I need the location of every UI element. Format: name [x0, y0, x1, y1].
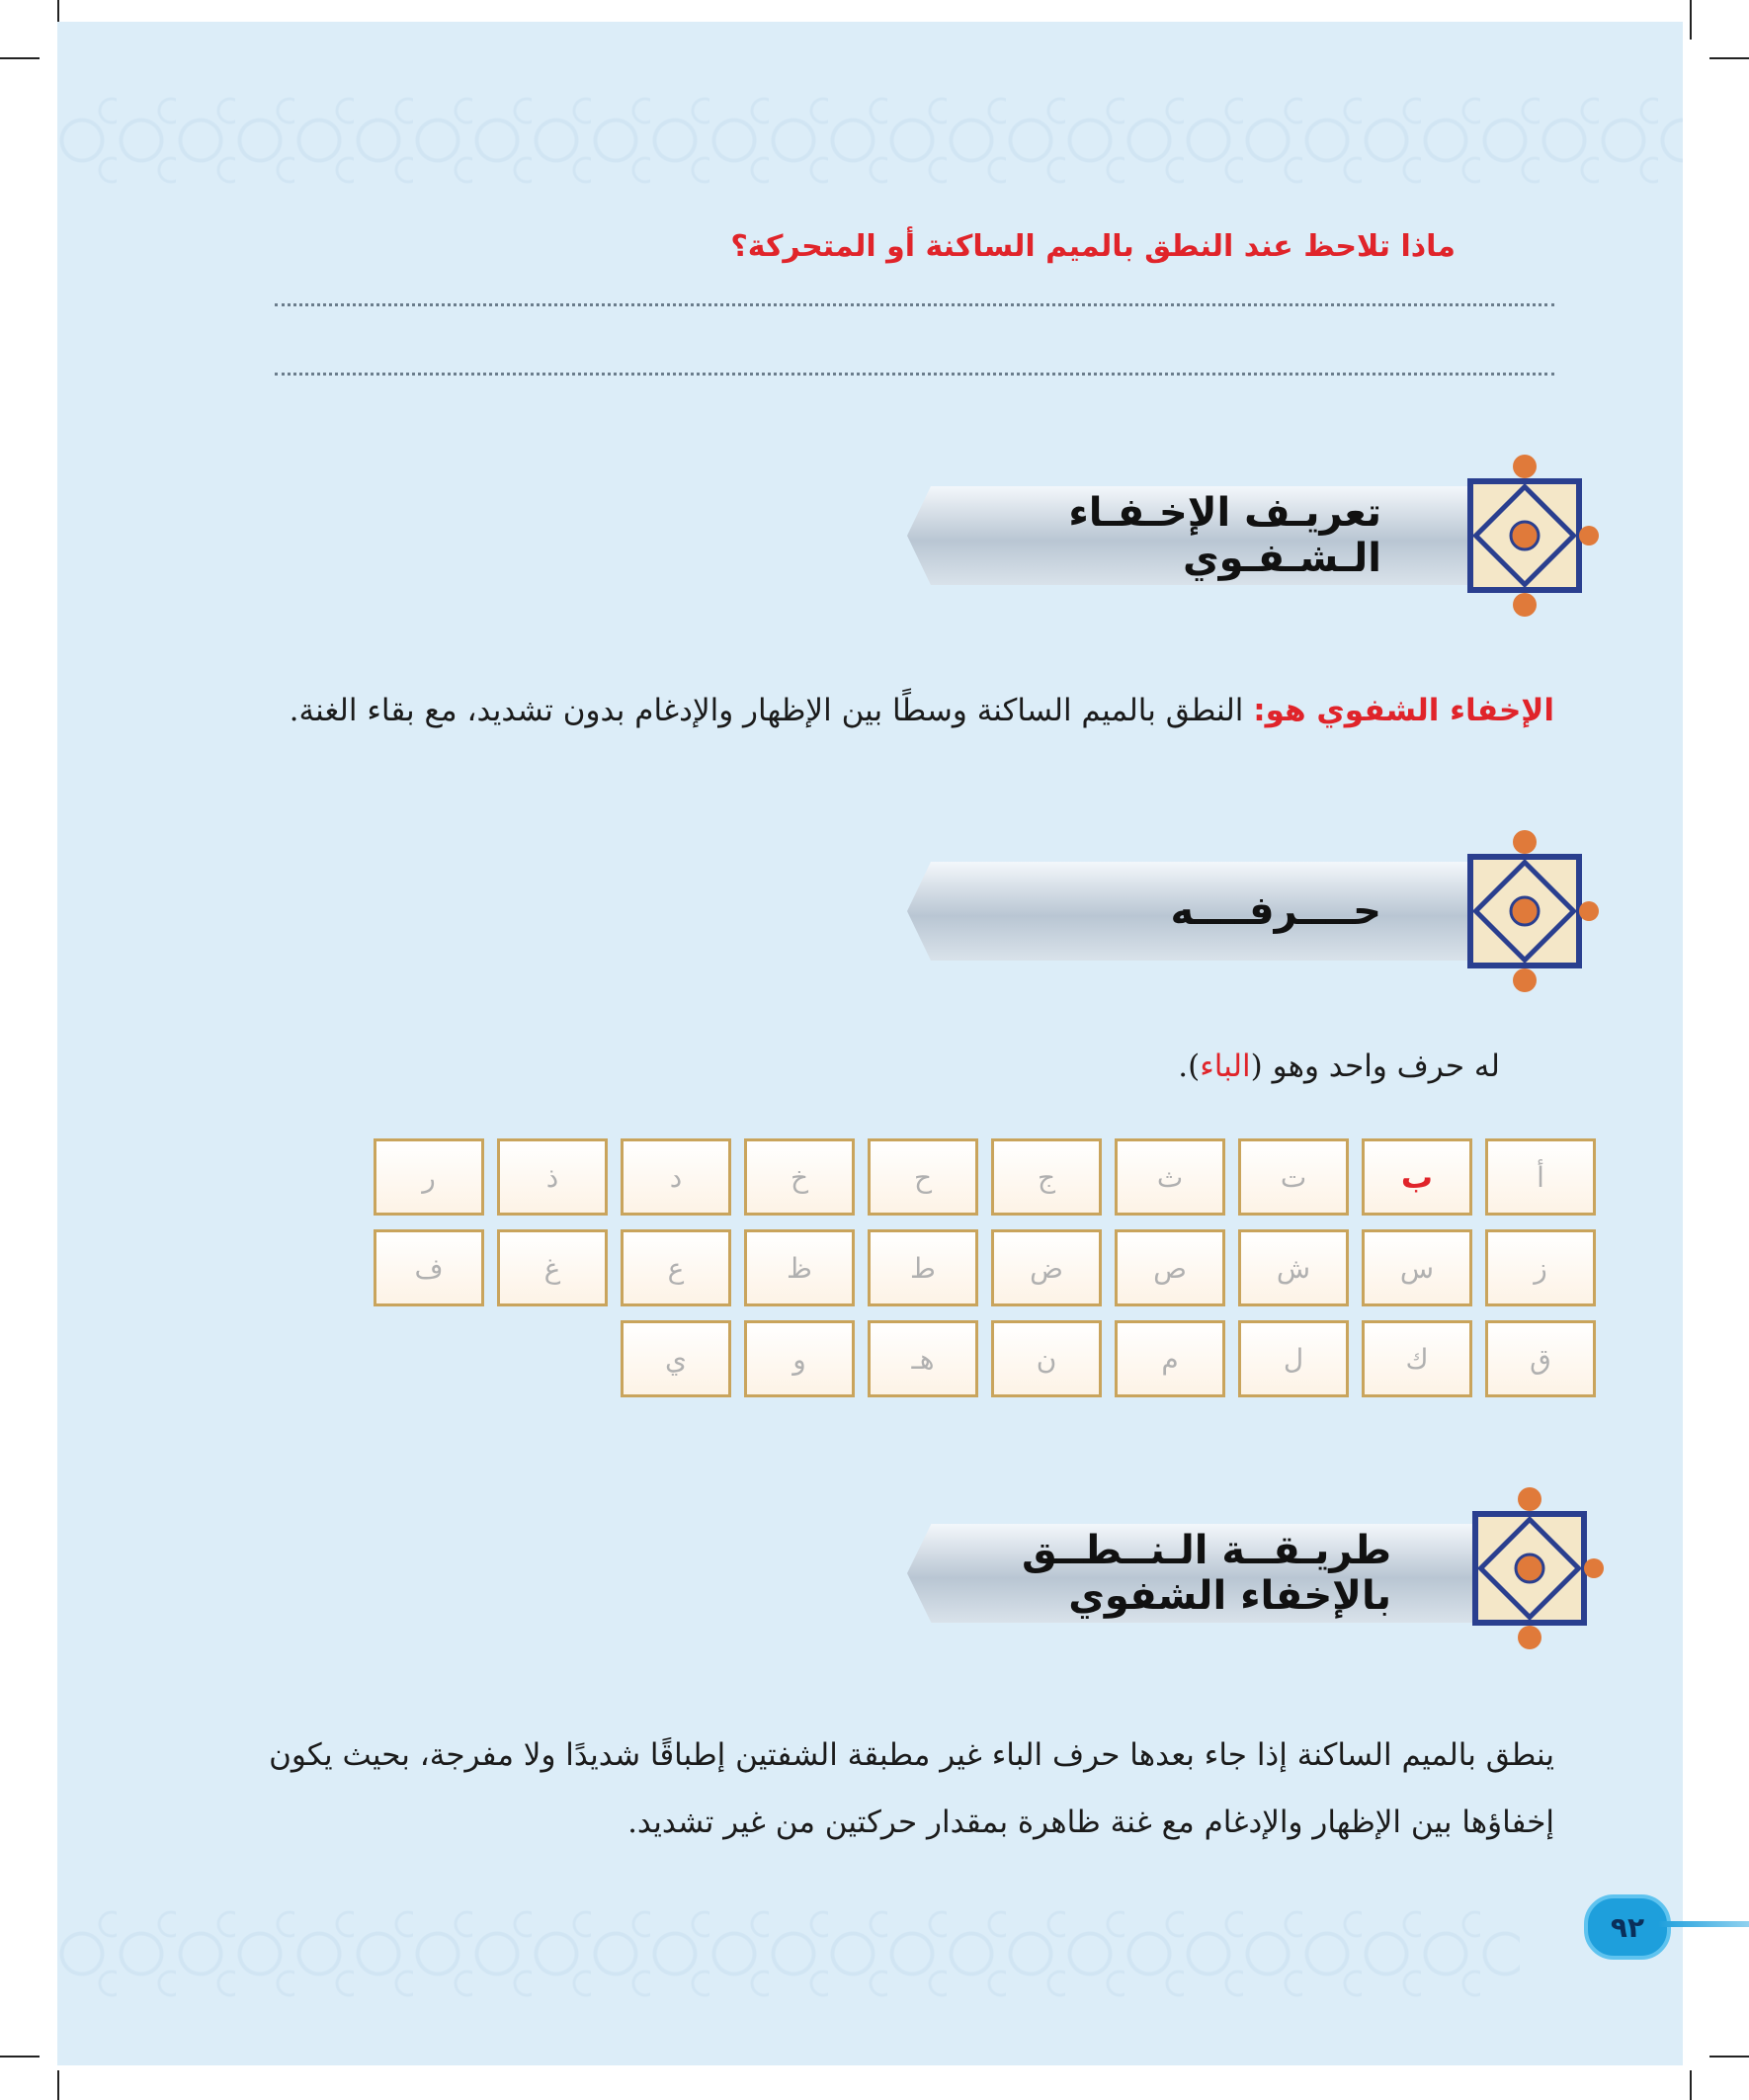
heading-label: حــــرفــــه [1170, 888, 1381, 934]
letter-name: الباء [1200, 1049, 1251, 1084]
letter-cell: أ [1485, 1138, 1596, 1216]
page [57, 22, 1683, 2065]
letter-cell: ث [1115, 1138, 1225, 1216]
crop-mark [1690, 0, 1692, 40]
definition-text: النطق بالميم الساكنة وسطًا بين الإظهار والإدغام بدون تشديد، مع بقاء الغنة. [289, 693, 1254, 728]
letter-cell: م [1115, 1320, 1225, 1397]
letter-cell: ت [1238, 1138, 1349, 1216]
top-ornament-band [57, 81, 1683, 200]
ornament-icon [1451, 447, 1599, 625]
letter-cell: و [744, 1320, 855, 1397]
crop-mark [0, 57, 40, 59]
letter-cell: ح [868, 1138, 978, 1216]
letter-cell: س [1362, 1229, 1472, 1306]
answer-line[interactable] [275, 373, 1554, 376]
heading-label: تعريـف الإخـفـاء الـشـفـوي [1068, 490, 1381, 581]
letter-cell: ز [1485, 1229, 1596, 1306]
heading-label: طريـقــة الـنــطــق بالإخفاء الشفوي [1021, 1528, 1391, 1619]
letter-cell: خ [744, 1138, 855, 1216]
crop-mark [1690, 2070, 1692, 2100]
letter-cell: ص [1115, 1229, 1225, 1306]
letter-text-before: له حرف واحد وهو ( [1250, 1049, 1500, 1084]
letter-cell: ن [991, 1320, 1102, 1397]
section-heading-method [907, 1524, 1510, 1623]
ornament-icon [1451, 822, 1599, 1000]
letter-cell: ر [374, 1138, 484, 1216]
letter-cell: هـ [868, 1320, 978, 1397]
crop-mark [1709, 57, 1749, 59]
letter-cell: ج [991, 1138, 1102, 1216]
letter-cell: ط [868, 1229, 978, 1306]
letter-cell: ع [621, 1229, 731, 1306]
crop-mark [0, 2056, 40, 2058]
letter-cell: ش [1238, 1229, 1349, 1306]
crop-mark [57, 2070, 59, 2100]
definition-paragraph [215, 684, 1554, 737]
ornament-icon [1456, 1479, 1604, 1657]
letter-cell: غ [497, 1229, 608, 1306]
letter-cell: ي [621, 1320, 731, 1397]
letter-cell: ق [1485, 1320, 1596, 1397]
letter-cell: ض [991, 1229, 1102, 1306]
section-heading-definition [907, 486, 1500, 585]
letter-cell: ب [1362, 1138, 1472, 1216]
crop-mark [1709, 2056, 1749, 2058]
letter-cell: ل [1238, 1320, 1349, 1397]
letter-cell: ذ [497, 1138, 608, 1216]
letter-cell: ظ [744, 1229, 855, 1306]
method-text: ينطق بالميم الساكنة إذا جاء بعدها حرف الباء غير مطبقة الشفتين إطباقًا شديدًا ولا مفرجة، بحيث يكون إخفاؤها بين الإظهار والإدغام مع غنة ظاهرة بمقدار حركتين من غير تشديد. [269, 1737, 1554, 1840]
letter-paragraph [907, 1040, 1500, 1093]
letter-text-after: ). [1178, 1049, 1201, 1084]
letter-cell: د [621, 1138, 731, 1216]
page-number: ٩٢ [1584, 1894, 1671, 1960]
letter-cell: ف [374, 1229, 484, 1306]
method-paragraph [215, 1722, 1554, 1856]
answer-line[interactable] [275, 303, 1554, 306]
letter-cell: ك [1362, 1320, 1472, 1397]
bottom-ornament-band [57, 1894, 1520, 2013]
section-heading-letter [907, 862, 1500, 961]
definition-term: الإخفاء الشفوي هو: [1253, 693, 1554, 728]
page-number-bar [1658, 1921, 1749, 1927]
question-text: ماذا تلاحظ عند النطق بالميم الساكنة أو المتحركة؟ [730, 229, 1456, 264]
